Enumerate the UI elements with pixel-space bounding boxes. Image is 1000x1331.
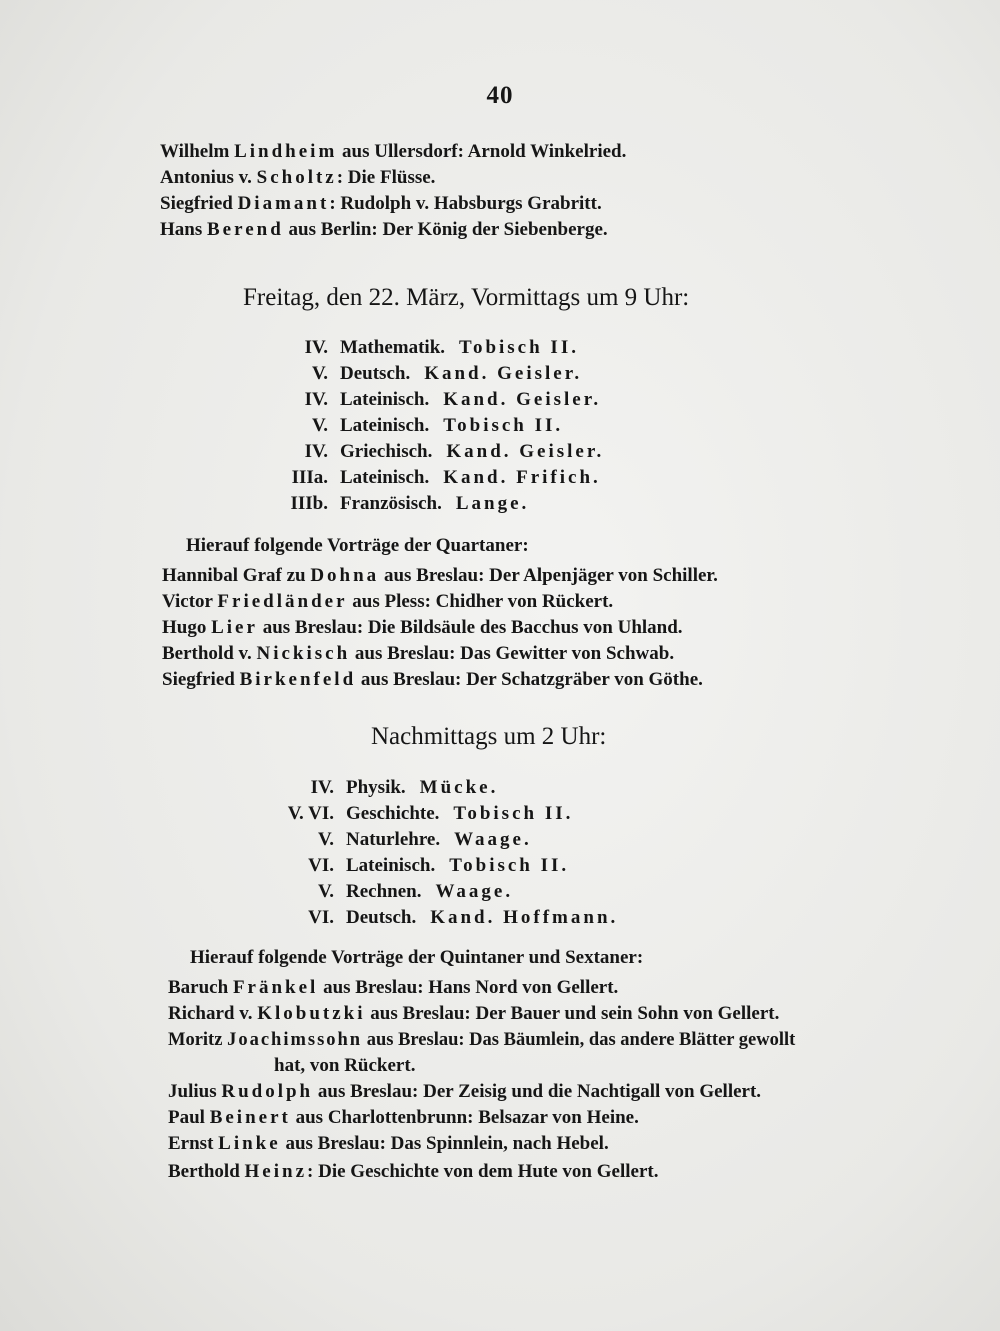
schedule-row: V. Naturlehre. Waage. <box>317 829 532 850</box>
schedule-row: IV. Physik. Mücke. <box>310 777 499 798</box>
recitation-line: Hans Berend aus Berlin: Der König der Siebenberge. <box>160 219 608 240</box>
recitation-line: Berthold Heinz: Die Geschichte von dem Hute von Gellert. <box>168 1161 659 1182</box>
recitation-line: Antonius v. Scholtz: Die Flüsse. <box>160 167 436 188</box>
schedule-row: V. Deutsch. Kand. Geisler. <box>311 363 583 384</box>
section-heading: Nachmittags um 2 Uhr: <box>371 723 607 750</box>
recitation-line: Hannibal Graf zu Dohna aus Breslau: Der Alpenjäger von Schiller. <box>162 565 718 586</box>
recitation-line: Victor Friedländer aus Pless: Chidher von Rückert. <box>162 591 614 612</box>
schedule-row: IV. Mathematik. Tobisch II. <box>304 337 579 358</box>
recitation-line: Siegfried Birkenfeld aus Breslau: Der Schatzgräber von Göthe. <box>162 669 703 690</box>
recitation-line: Ernst Linke aus Breslau: Das Spinnlein, nach Hebel. <box>168 1133 609 1154</box>
schedule-row: IV. Griechisch. Kand. Geisler. <box>304 441 605 462</box>
recitation-continuation: hat, von Rückert. <box>274 1055 416 1076</box>
recitation-line: Baruch Fränkel aus Breslau: Hans Nord von Gellert. <box>168 977 619 998</box>
recitation-line: Siegfried Diamant: Rudolph v. Habsburgs Grabritt. <box>160 193 602 214</box>
intro-line: Hierauf folgende Vorträge der Quintaner und Sextaner: <box>190 947 644 968</box>
schedule-row: VI. Lateinisch. Tobisch II. <box>308 855 570 876</box>
schedule-row: V. Lateinisch. Tobisch II. <box>311 415 564 436</box>
page-number: 40 <box>486 82 514 109</box>
recitation-line: Julius Rudolph aus Breslau: Der Zeisig und die Nachtigall von Gellert. <box>168 1081 762 1102</box>
recitation-line: Hugo Lier aus Breslau: Die Bildsäule des Bacchus von Uhland. <box>162 617 683 638</box>
schedule-row: IV. Lateinisch. Kand. Geisler. <box>304 389 602 410</box>
recitation-line: Paul Beinert aus Charlottenbrunn: Belsazar von Heine. <box>168 1107 639 1128</box>
schedule-row: IIIb. Französisch. Lange. <box>290 493 530 514</box>
intro-line: Hierauf folgende Vorträge der Quartaner: <box>186 535 529 556</box>
section-heading: Freitag, den 22. März, Vormittags um 9 Uhr: <box>243 284 690 311</box>
schedule-row: V. VI. Geschichte. Tobisch II. <box>287 803 574 824</box>
recitation-line: Moritz Joachimssohn aus Breslau: Das Bäumlein, das andere Blätter gewollt <box>168 1030 796 1050</box>
schedule-row: V. Rechnen. Waage. <box>317 881 514 902</box>
recitation-line: Berthold v. Nickisch aus Breslau: Das Gewitter von Schwab. <box>162 643 675 664</box>
schedule-row: IIIa. Lateinisch. Kand. Frifich. <box>291 467 601 488</box>
recitation-line: Wilhelm Lindheim aus Ullersdorf: Arnold Winkelried. <box>160 141 627 162</box>
schedule-row: VI. Deutsch. Kand. Hoffmann. <box>308 907 619 928</box>
recitation-line: Richard v. Klobutzki aus Breslau: Der Bauer und sein Sohn von Gellert. <box>168 1003 780 1024</box>
